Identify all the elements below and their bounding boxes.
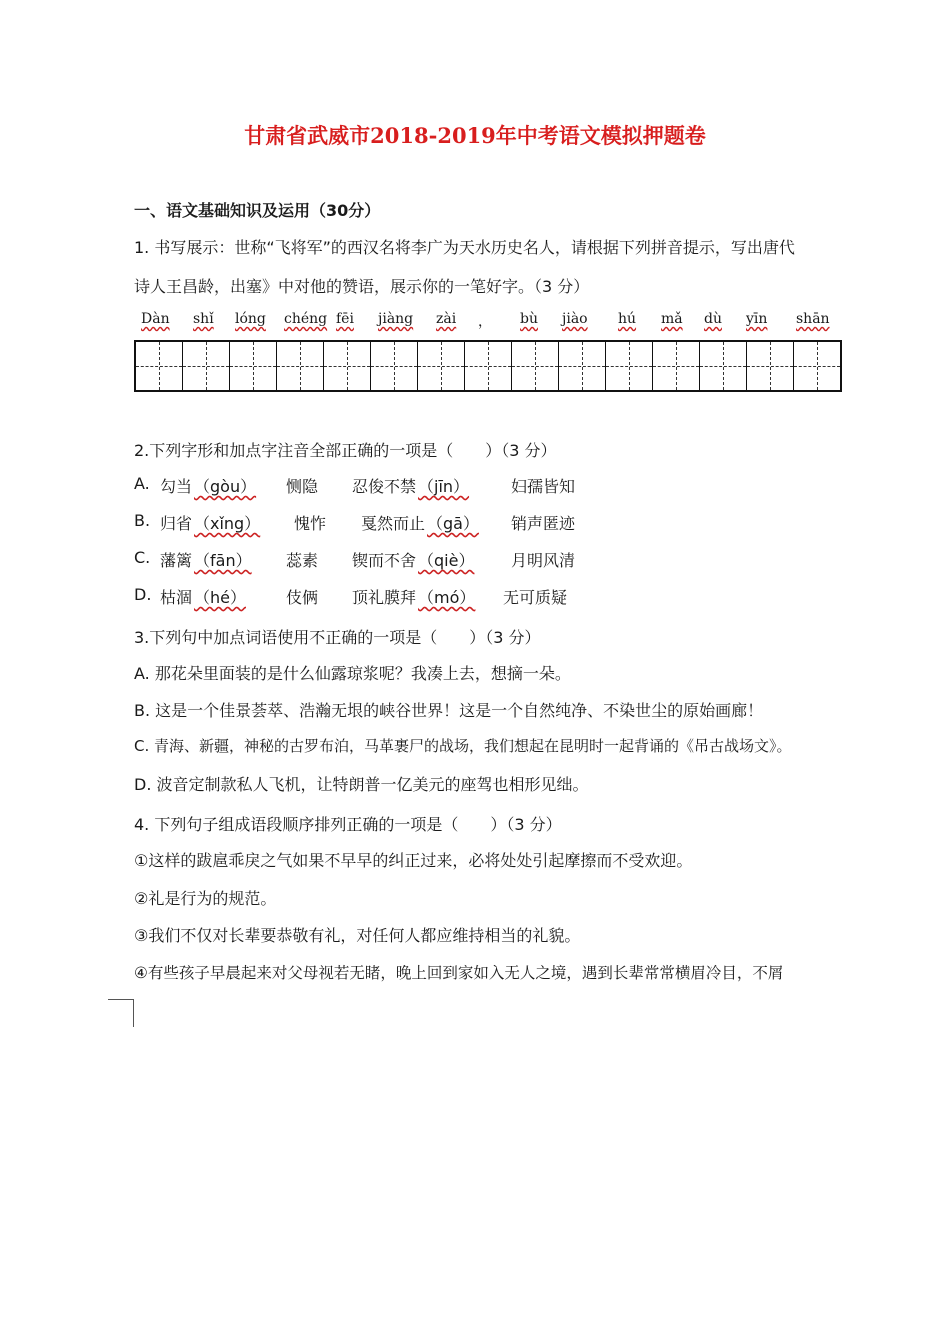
pinyin-item: dù (704, 311, 722, 327)
q2-option-word: 锲而不舍 (352, 551, 417, 570)
pinyin-comma: ， (478, 314, 492, 330)
pinyin-item: chéng (284, 311, 328, 327)
pinyin-item: shǐ (193, 311, 214, 327)
q2-option-word: 归省 (160, 514, 193, 533)
q3-option-b: B. 这是一个佳景荟萃、浩瀚无垠的峡谷世界！这是一个自然纯净、不染世尘的原始画廊！ (134, 701, 764, 720)
pinyin-item: bù (520, 311, 538, 327)
q4-item-4: ④有些孩子早晨起来对父母视若无睹，晚上回到家如入无人之境，遇到长辈常常横眉冷目，不屑 (134, 964, 784, 982)
writing-grid[interactable] (134, 340, 842, 392)
pinyin-row (134, 311, 844, 335)
q2-option-word: 月明风清 (511, 551, 576, 570)
q2-option-pinyin: （fān） (194, 551, 252, 570)
grid-cell[interactable] (559, 342, 606, 390)
grid-cell[interactable] (418, 342, 465, 390)
pinyin-item: yīn (746, 311, 768, 327)
q2-option-pinyin: （gā） (427, 514, 479, 533)
q2-option-word: 愧怍 (294, 514, 327, 533)
q2-option-pinyin: （gòu） (194, 477, 257, 496)
q2-option-word: 藩篱 (160, 551, 193, 570)
pinyin-item: zài (436, 311, 457, 327)
q3-option-a: A. 那花朵里面装的是什么仙露琼浆呢？我凑上去，想摘一朵。 (134, 664, 571, 683)
q1-text-line1: 1. 书写展示：世称“飞将军”的西汉名将李广为天水历史名人，请根据下列拼音提示，写出唐代 (134, 238, 795, 257)
pinyin-item: hú (618, 311, 637, 327)
q3-option-c: C. 青海、新疆，神秘的古罗布泊，马革裹尸的战场，我们想起在昆明时一起背诵的《吊古战场文》。 (134, 737, 792, 755)
q2-option-word: 戛然而止 (361, 514, 426, 533)
grid-cell[interactable] (512, 342, 559, 390)
pinyin-item: jiàng (378, 311, 414, 327)
q2-option-word: 忍俊不禁 (352, 477, 417, 496)
grid-cell[interactable] (136, 342, 183, 390)
q2-option-word: 蕊素 (286, 551, 319, 570)
grid-cell[interactable] (371, 342, 418, 390)
grid-cell[interactable] (794, 342, 840, 390)
grid-cell[interactable] (230, 342, 277, 390)
q2-stem: 2.下列字形和加点字注音全部正确的一项是（ ）（3 分） (134, 441, 557, 460)
q3-stem: 3.下列句中加点词语使用不正确的一项是（ ）（3 分） (134, 628, 541, 647)
grid-cell[interactable] (183, 342, 230, 390)
q4-item-3: ③我们不仅对长辈要恭敬有礼，对任何人都应维持相当的礼貌。 (134, 926, 581, 945)
q2-option-word: 勾当 (160, 477, 193, 496)
grid-cell[interactable] (324, 342, 371, 390)
q2-option-word: 顶礼膜拜 (352, 588, 417, 607)
grid-cell[interactable] (653, 342, 700, 390)
pinyin-item: fēi (336, 311, 354, 327)
page-margin-marker (108, 999, 134, 1027)
q2-option-label: B. (134, 511, 151, 530)
pinyin-item: Dàn (141, 311, 170, 327)
q2-option-word: 妇孺皆知 (511, 477, 576, 496)
pinyin-item: mǎ (661, 311, 683, 327)
q2-option-pinyin: （xǐng） (194, 514, 261, 533)
grid-cell[interactable] (747, 342, 794, 390)
pinyin-item: jiào (562, 311, 588, 327)
q2-option-pinyin: （jīn） (418, 477, 470, 496)
q2-option-word: 无可质疑 (503, 588, 568, 607)
q2-option-pinyin: （qiè） (418, 551, 475, 570)
section-heading: 一、语文基础知识及运用（30分） (134, 201, 381, 220)
q2-option-label: A. (134, 474, 150, 493)
q2-option-label: D. (134, 585, 152, 604)
q1-text-line2: 诗人王昌龄，出塞》中对他的赞语，展示你的一笔好字。（3 分） (134, 277, 590, 296)
q2-option-word: 恻隐 (286, 477, 319, 496)
pinyin-item: shān (796, 311, 830, 327)
grid-cell[interactable] (700, 342, 747, 390)
grid-cell[interactable] (606, 342, 653, 390)
q2-option-word: 销声匿迹 (511, 514, 576, 533)
pinyin-item: lóng (235, 311, 266, 327)
q4-item-1: ①这样的跋扈乖戾之气如果不早早的纠正过来，必将处处引起摩擦而不受欢迎。 (134, 851, 693, 870)
q4-stem: 4. 下列句子组成语段顺序排列正确的一项是（ ）（3 分） (134, 815, 562, 834)
q3-option-d: D. 波音定制款私人飞机，让特朗普一亿美元的座驾也相形见绌。 (134, 775, 589, 794)
grid-cell[interactable] (465, 342, 512, 390)
q2-option-word: 伎俩 (286, 588, 319, 607)
document-title: 甘肃省武威市2018-2019年中考语文模拟押题卷 (244, 123, 706, 148)
q2-option-pinyin: （hé） (194, 588, 246, 607)
q2-option-label: C. (134, 548, 151, 567)
grid-cell[interactable] (277, 342, 324, 390)
q4-item-2: ②礼是行为的规范。 (134, 889, 277, 908)
q2-option-word: 枯涸 (160, 588, 193, 607)
q2-option-pinyin: （mó） (418, 588, 476, 607)
